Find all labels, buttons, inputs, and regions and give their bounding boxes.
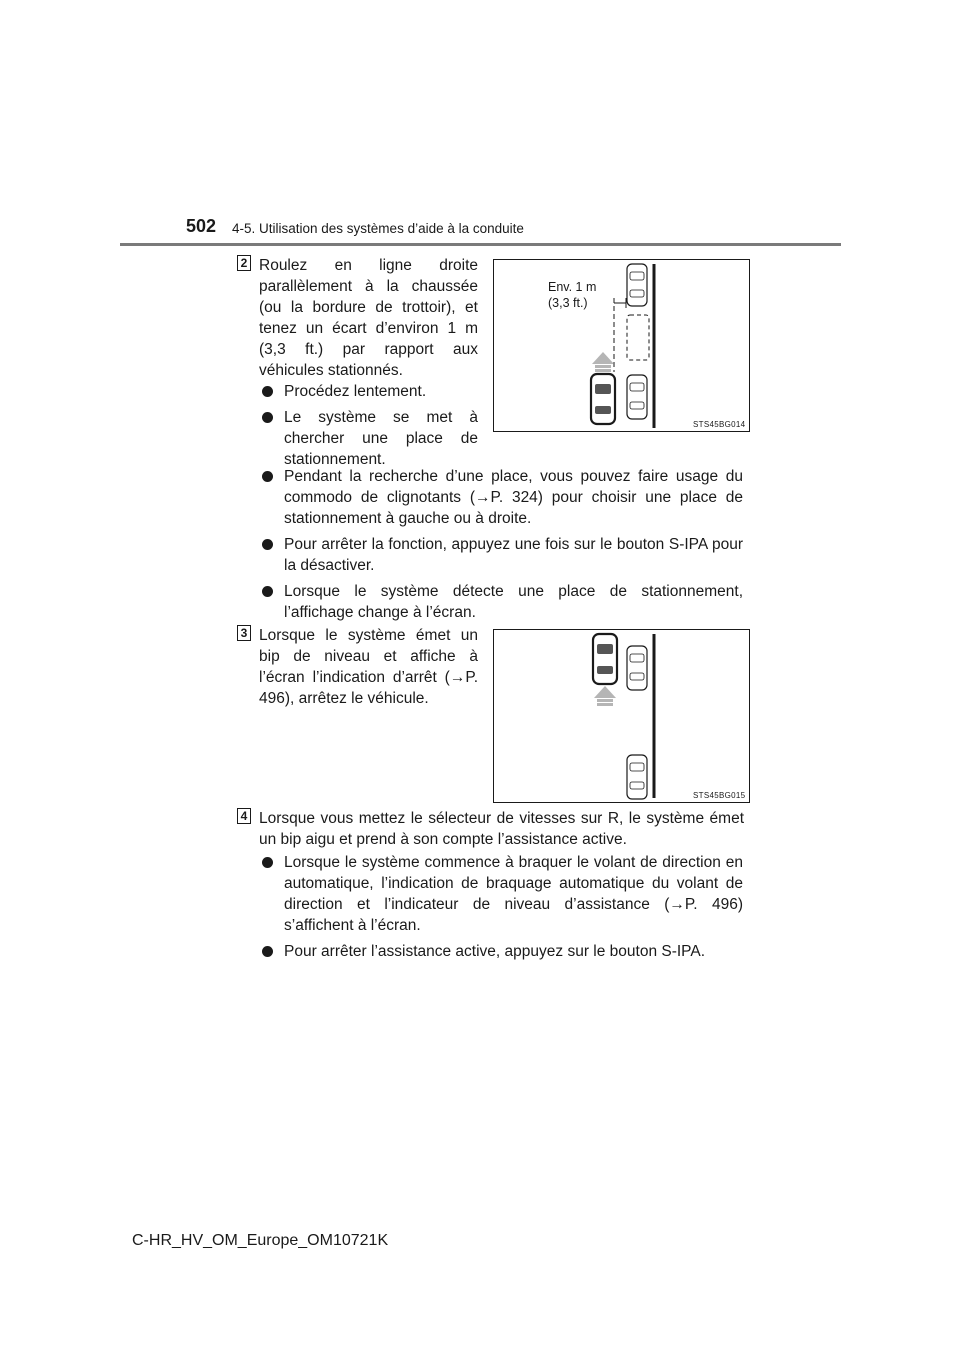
bullet-item: Pendant la recherche d’une place, vous pouvez faire usage du commodo de clignotants (→P. 324) pour choisir une place de stationnement à gauche ou à droite. (262, 466, 743, 529)
parking-search-figure (493, 259, 750, 432)
header-divider (120, 243, 841, 246)
step-2-bullets-narrow (262, 381, 478, 475)
bullet-item: Pour arrêter la fonction, appuyez une fois sur le bouton S-IPA pour la désactiver. (262, 534, 743, 576)
bullet-icon (262, 539, 273, 550)
step-number-badge: 3 (237, 625, 251, 641)
step-number-badge: 4 (237, 808, 251, 824)
bullet-icon (262, 586, 273, 597)
step-2-bullets-wide (262, 466, 743, 628)
step-2-text: Roulez en ligne droite parallèlement à la chaussée (ou la bordure de trottoir), et tenez un écart d’environ 1 m (3,3 ft.) par rapport aux véhicules stationnés. (259, 257, 478, 379)
step-4-bullets (262, 852, 743, 967)
bullet-item: Procédez lentement. (262, 381, 478, 402)
bullet-icon (262, 946, 273, 957)
figure-code: STS45BG014 (693, 420, 746, 429)
page-number: 502 (186, 216, 217, 236)
bullet-item: Le système se met à chercher une place de stationnement. (262, 407, 478, 470)
bullet-item: Lorsque le système détecte une place de stationnement, l’affichage change à l’écran. (262, 581, 743, 623)
document-id: C-HR_HV_OM_Europe_OM10721K (132, 1232, 389, 1249)
step-4-text: Lorsque vous mettez le sélecteur de vitesses sur R, le système émet un bip aigu et prend à son compte l’assistance active. (259, 810, 744, 848)
parking-diagram (494, 630, 749, 802)
bullet-icon (262, 857, 273, 868)
figure-code: STS45BG015 (693, 791, 746, 800)
step-3-text: Lorsque le système émet un bip de niveau et affiche à l’écran l’indication d’arrêt (→P. 496), arrêtez le véhicule. (259, 627, 478, 707)
distance-label: Env. 1 m (3,3 ft.) (548, 280, 597, 310)
parking-diagram (494, 260, 749, 431)
section-title: 4-5. Utilisation des systèmes d’aide à la conduite (232, 221, 524, 236)
step-number-badge: 2 (237, 255, 251, 271)
bullet-icon (262, 386, 273, 397)
bullet-item: Pour arrêter l’assistance active, appuyez sur le bouton S-IPA. (262, 941, 743, 962)
bullet-item: Lorsque le système commence à braquer le volant de direction en automatique, l’indication de braquage automatique du volant de direction et l’indicateur de niveau d’assistance (→P. 496) s’affichent à l’écran. (262, 852, 743, 936)
stop-position-figure (493, 629, 750, 803)
bullet-icon (262, 412, 273, 423)
bullet-icon (262, 471, 273, 482)
